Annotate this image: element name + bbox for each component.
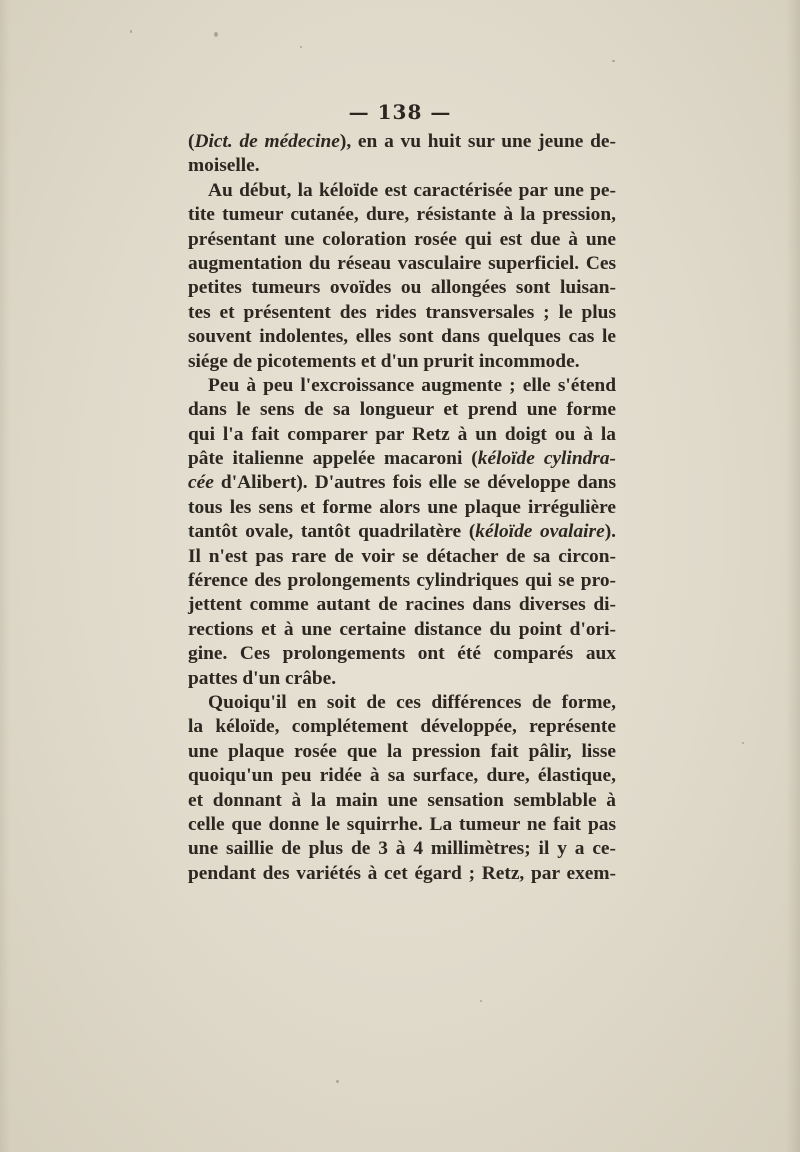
line-text: augmentation du réseau vasculaire superficiel. Ces [188,252,616,274]
line-text: gine. Ces prolongements ont été comparés aux [188,643,616,665]
text-line [188,301,616,325]
paper-speck [612,60,615,62]
text-line [188,325,616,349]
line-text: jettent comme autant de racines dans diverses di- [188,594,616,616]
text-line [188,496,616,520]
page-left-shadow [0,0,10,1152]
text-line [188,154,616,178]
paper-speck [742,742,744,744]
line-text: pattes d'un crâbe. [188,667,337,689]
line-text: et donnant à la main une sensation semblable à [188,789,616,811]
paper-speck [336,1080,339,1083]
line-text: moiselle. [188,155,260,177]
line-text: dans le sens de sa longueur et prend une forme [188,399,616,421]
line-text: ). [604,521,616,543]
line-text: Au début, la kéloïde est caractérisée par une pe- [208,179,616,201]
text-line [188,593,616,617]
text-line [188,179,616,203]
italic-text: Dict. de médecine [194,131,340,152]
paper-speck [480,1000,482,1002]
line-text: Peu à peu l'excroissance augmente ; elle s'étend [208,374,616,396]
text-line [188,740,616,764]
body-text [188,130,616,886]
line-text: Il n'est pas rare de voir se détacher de sa circon- [188,545,616,567]
text-line [188,471,616,495]
line-text: présentant une coloration rosée qui est due à une [188,228,616,250]
text-line [188,545,616,569]
line-text: ( [188,131,195,152]
text-line [188,398,616,422]
text-line [188,520,616,544]
line-text: rections et à une certaine distance du point d'ori- [188,618,616,640]
text-line [188,667,616,691]
line-text: d'Alibert). D'autres fois elle se développe dans [213,472,616,494]
line-text: une saillie de plus de 3 à 4 millimètres; il y a ce- [188,838,616,860]
line-text: qui l'a fait comparer par Retz à un doigt ou à la [188,423,616,445]
line-text: tous les sens et forme alors une plaque irrégulière [188,496,616,518]
line-text: tite tumeur cutanée, dure, résistante à la pression, [188,204,616,226]
text-line [188,837,616,861]
text-line [188,252,616,276]
text-line [188,350,616,374]
text-line [188,569,616,593]
italic-text: kéloïde cylindra- [477,448,617,470]
paper-speck [300,46,302,48]
page-right-shadow [786,0,800,1152]
text-line [188,130,616,154]
text-line [188,618,616,642]
line-text: quoiqu'un peu ridée à sa surface, dure, élastique, [188,765,616,787]
text-line [188,764,616,788]
text-line [188,715,616,739]
text-line [188,862,616,886]
italic-text: kéloïde ovalaire [475,521,605,543]
line-text: celle que donne le squirrhe. La tumeur ne fait pas [188,813,616,835]
text-line [188,276,616,300]
line-text: ), en a vu huit sur une jeune de- [339,131,616,152]
text-line [188,789,616,813]
line-text: tes et présentent des rides transversales ; le plus [188,301,616,323]
line-text: Quoiqu'il en soit de ces différences de forme, [208,691,616,713]
line-text: la kéloïde, complétement développée, représente [188,716,616,738]
text-line [188,423,616,447]
text-line [188,228,616,252]
line-text: pâte italienne appelée macaroni ( [188,448,478,470]
line-text: une plaque rosée que la pression fait pâlir, lisse [188,740,616,762]
text-line [188,691,616,715]
line-text: petites tumeurs ovoïdes ou allongées sont luisan- [188,277,616,299]
text-line [188,813,616,837]
text-line [188,203,616,227]
paper-speck [214,32,218,37]
line-text: férence des prolongements cylindriques qui se pro- [188,570,616,592]
line-text: tantôt ovale, tantôt quadrilatère ( [188,521,476,543]
line-text: souvent indolentes, elles sont dans quelques cas le [188,326,616,348]
line-text: pendant des variétés à cet égard ; Retz, par exem- [188,862,616,884]
text-line [188,447,616,471]
paper-speck [130,30,132,33]
text-line [188,374,616,398]
line-text: siége de picotements et d'un prurit incommode. [188,350,580,372]
page-number: — 138 — [348,100,452,124]
text-line [188,642,616,666]
italic-text: cée [188,472,214,494]
